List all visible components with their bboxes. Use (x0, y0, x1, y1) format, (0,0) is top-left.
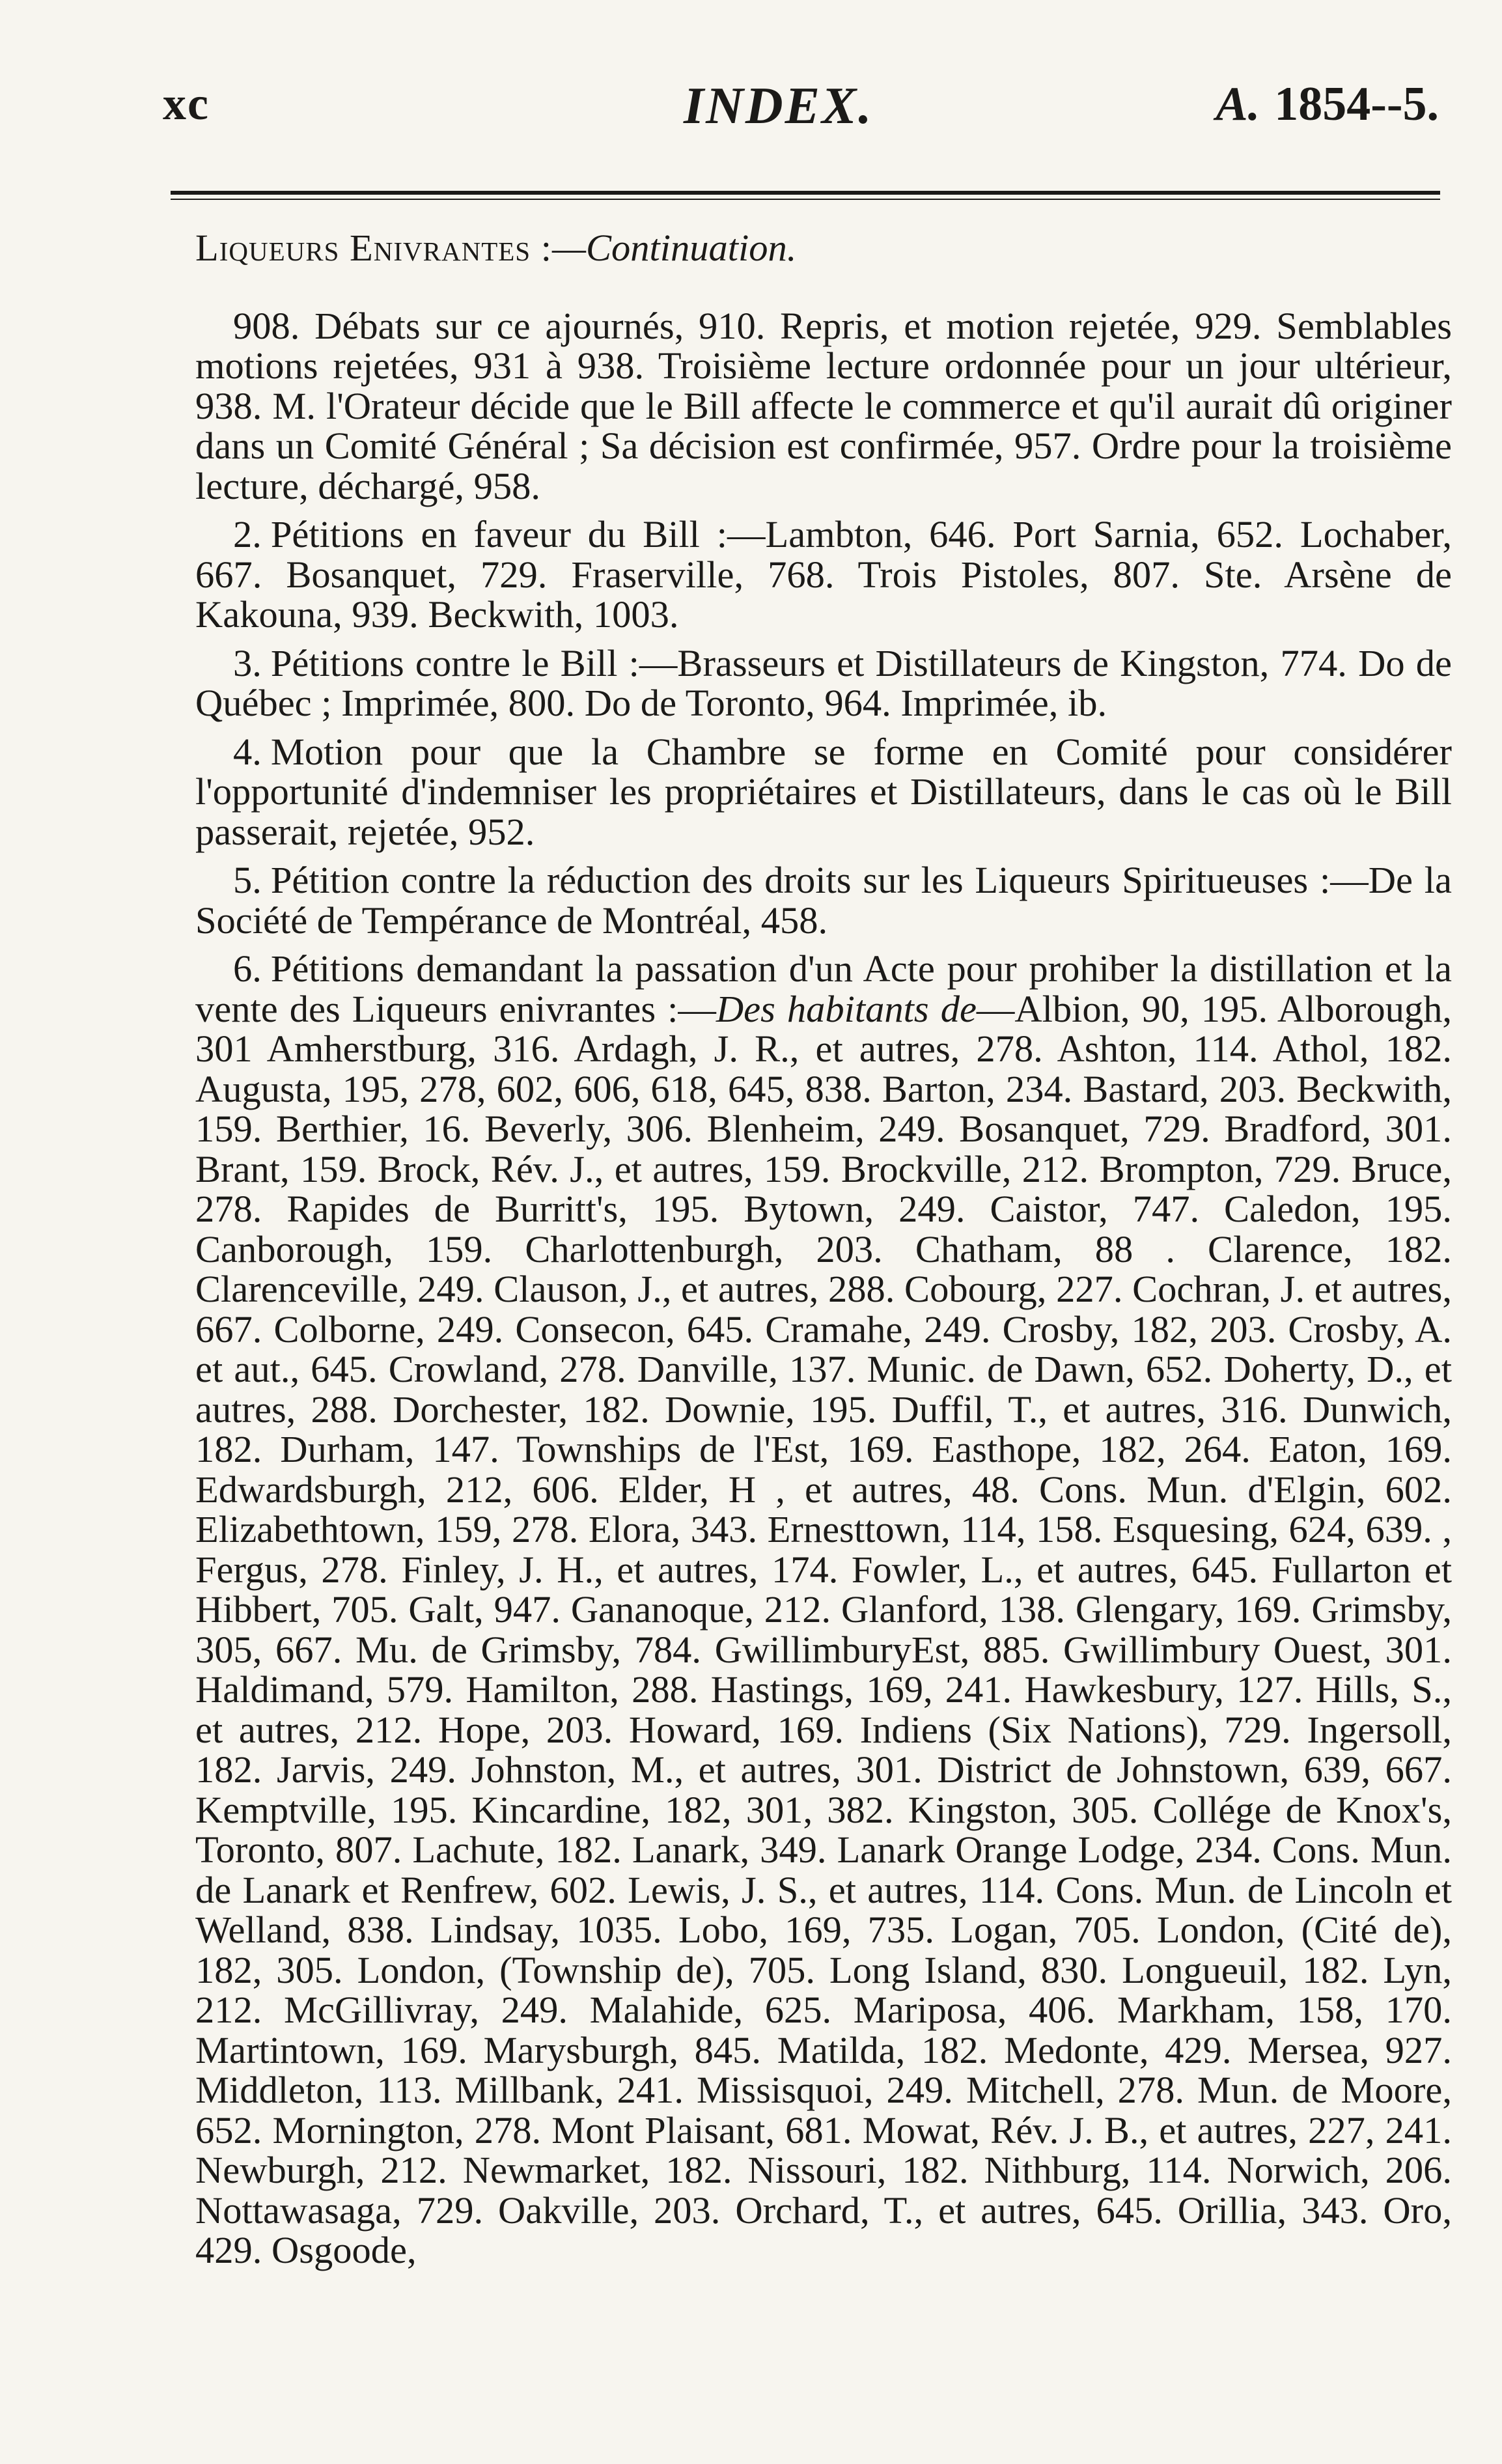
entry-number: 6. (233, 947, 262, 990)
section-label: Liqueurs Enivrantes : (195, 227, 552, 269)
running-title: INDEX. (684, 77, 874, 135)
page-header (163, 77, 1439, 148)
index-entry-p2 (195, 514, 1452, 635)
index-entry-p1 (195, 306, 1452, 507)
entry-text: Motion pour que la Chambre se forme en Comité pour considérer l'opportunité d'indemniser les propriétaires et Distillateurs, dans le cas où le Bill passerait, rejetée, 952. (195, 730, 1452, 853)
index-entry-p5 (195, 860, 1452, 940)
index-entry-p3 (195, 643, 1452, 723)
index-entry-p4 (195, 732, 1452, 852)
entry-place-list: —Albion, 90, 195. Alborough, 301 Amherstburg, 316. Ardagh, J. R., et autres, 278. Ashton, 114. Athol, 182. Augusta, 195, 278, 602, 606, 618, 645, 838. Barton, 234. Bastard, 203. Beckwith, 159. Berthier, 16. Beverly, 306. Blenheim, 249. Bosanquet, 729. Bradford, 301. Brant, 159. Brock, Rév. J., et autres, 159. Brockville, 212. Brompton, 729. Bruce, 278. Rapides de Burritt's, 195. Bytown, 249. Caistor, 747. Caledon, 195. Canborough, 159. Charlottenburgh, 203. Chatham, 88 . Clarence, 182. Clarenceville, 249. Clauson, J., et autres, 288. Cobourg, 227. Cochran, J. et autres, 667. Colborne, 249. Consecon, 645. Cramahe, 249. Crosby, 182, 203. Crosby, A. et aut., 645. Crowland, 278. Danville, 137. Munic. de Dawn, 652. Doherty, D., et autres, 288. Dorchester, 182. Downie, 195. Duffil, T., et autres, 316. Dunwich, 182. Durham, 147. Townships de l'Est, 169. Easthope, 182, 264. Eaton, 169. Edwardsburgh, 212, 606. Elder, H , et autres, 48. Cons. Mun. d'Elgin, 602. Elizabethtown, 159, 278. Elora, 343. Ernesttown, 114, 158. Esquesing, 624, 639. , Fergus, 278. Finley, J. H., et autres, 174. Fowler, L., et autres, 645. Fullarton et Hibbert, 705. Galt, 947. Gananoque, 212. Glanford, 138. Glengary, 169. Grimsby, 305, 667. Mu. de Grimsby, 784. GwillimburyEst, 885. Gwillimbury Ouest, 301. Haldimand, 579. Hamilton, 288. Hastings, 169, 241. Hawkesbury, 127. Hills, S., et autres, 212. Hope, 203. Howard, 169. Indiens (Six Nations), 729. Ingersoll, 182. Jarvis, 249. Johnston, M., et autres, 301. District de Johnstown, 639, 667. Kemptville, 195. Kincardine, 182, 301, 382. Kingston, 305. Collége de Knox's, Toronto, 807. Lachute, 182. Lanark, 349. Lanark Orange Lodge, 234. Cons. Mun. de Lanark et Renfrew, 602. Lewis, J. S., et autres, 114. Cons. Mun. de Lincoln et Welland, 838. Lindsay, 1035. Lobo, 169, 735. Logan, 705. London, (Cité de), 182, 305. London, (Township de), 705. Long Island, 830. Longueuil, 182. Lyn, 212. McGillivray, 249. Malahide, 625. Mariposa, 406. Markham, 158, 170. Martintown, 169. Marysburgh, 845. Matilda, 182. Medonte, 429. Mersea, 927. Middleton, 113. Millbank, 241. Missisquoi, 249. Mitchell, 278. Mun. de Moore, 652. Mornington, 278. Mont Plaisant, 681. Mowat, Rév. J. B., et autres, 227, 241. Newburgh, 212. Newmarket, 182. Nissouri, 182. Nithburg, 114. Norwich, 206. Nottawasaga, 729. Oakville, 203. Orchard, T., et autres, 645. Orillia, 343. Oro, 429. Osgoode, (195, 987, 1453, 2271)
entry-text: 908. Débats sur ce ajournés, 910. Repris, et motion rejetée, 929. Semblables motions rejetées, 931 à 938. Troisième lecture ordonnée pour un jour ultérieur, 938. M. l'Orateur décide que le Bill affecte le commerce et qu'il aurait dû originer dans un Comité Général ; Sa décision est confirmée, 957. Ordre pour la troisième lecture, déchargé, 958. (195, 304, 1452, 507)
header-rule-thick (171, 191, 1440, 195)
section-continuation: —Continuation. (551, 227, 797, 269)
page-number: xc (163, 77, 210, 130)
entry-intro: Pétitions demandant la passation d'un Acte pour prohiber la distillation et la vente des Liqueurs enivrantes :— (195, 947, 1452, 1030)
entry-number: 3. (233, 641, 262, 684)
session-year (1216, 77, 1439, 132)
entry-number: 2. (233, 513, 262, 555)
entry-text: Pétitions contre le Bill :—Brasseurs et Distillateurs de Kingston, 774. Do de Québec ; Imprimée, 800. Do de Toronto, 964. Imprimée, ib. (195, 641, 1452, 724)
section-heading (195, 228, 1452, 268)
entry-number: 4. (233, 730, 262, 773)
index-entry-p6 (195, 949, 1452, 2271)
entry-text: Pétitions en faveur du Bill :—Lambton, 646. Port Sarnia, 652. Lochaber, 667. Bosanquet, 729. Fraserville, 768. Trois Pistoles, 807. Ste. Arsène de Kakouna, 939. Beckwith, 1003. (195, 513, 1452, 636)
year-range: 1854--5. (1274, 77, 1439, 131)
year-prefix: A. (1216, 77, 1260, 131)
entry-number: 5. (233, 859, 262, 901)
index-body (195, 228, 1452, 2279)
header-rule-thin (171, 199, 1440, 200)
entry-text: Pétition contre la réduction des droits sur les Liqueurs Spiritueuses :—De la Société de Tempérance de Montréal, 458. (195, 859, 1452, 942)
entry-italic-phrase: Des habitants de (716, 987, 977, 1030)
